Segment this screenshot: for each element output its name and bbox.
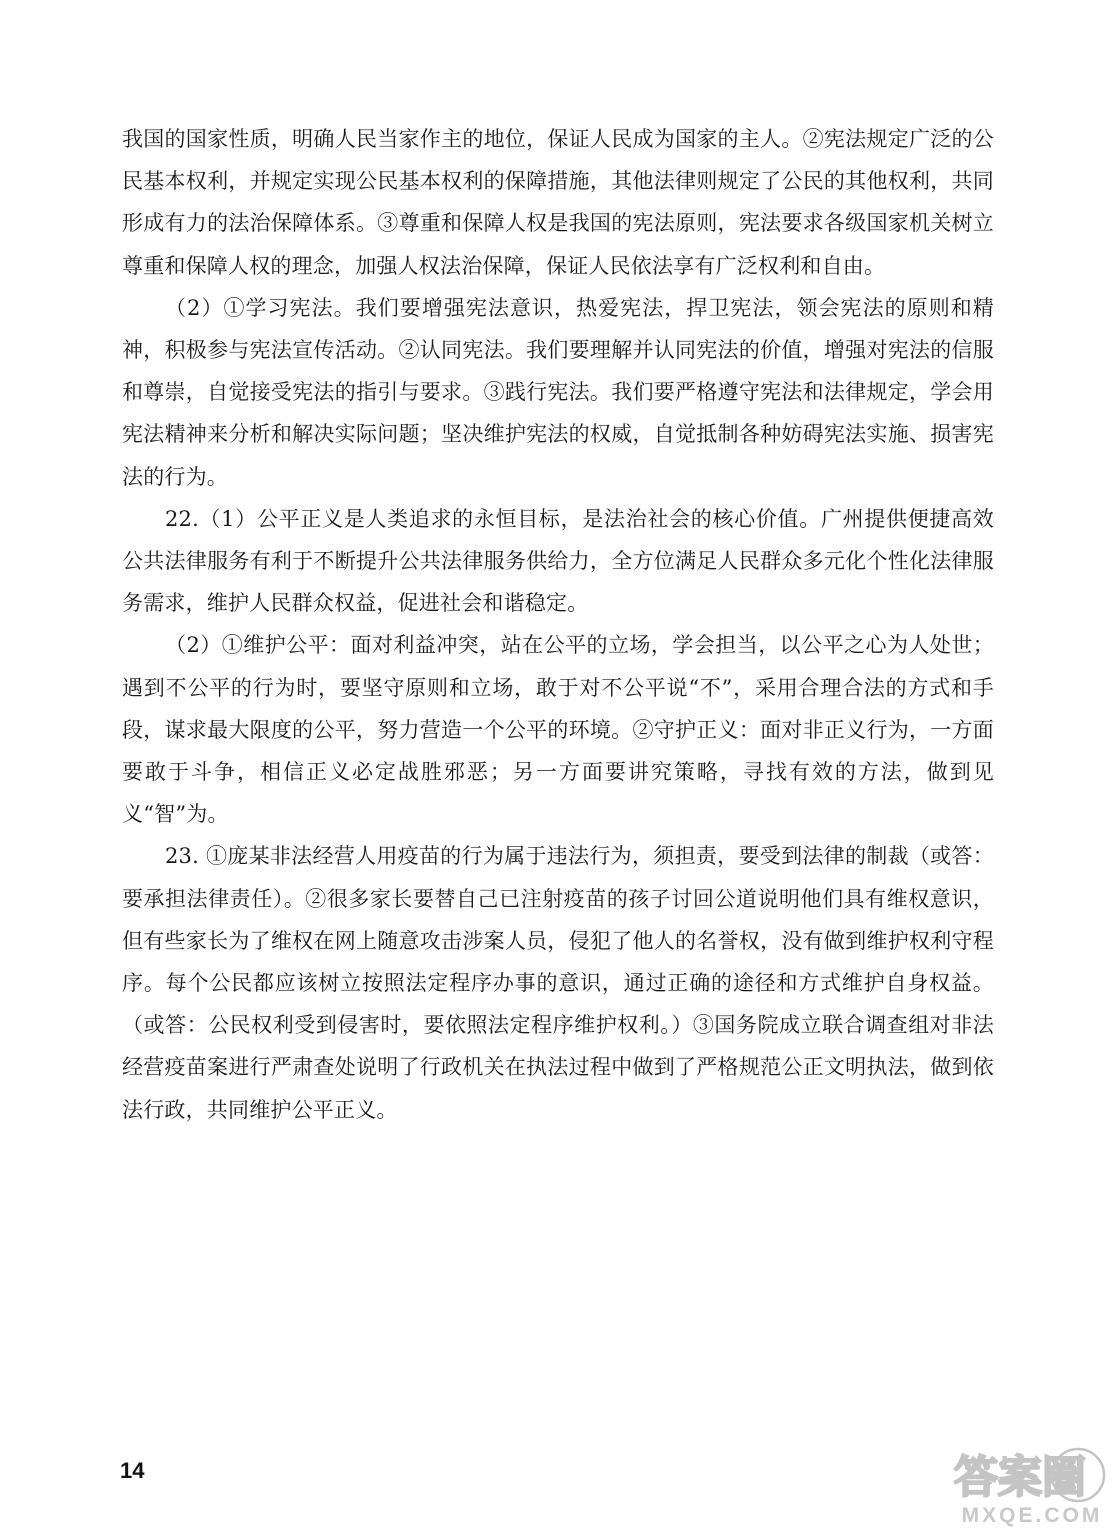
paragraph-continuation: 我国的国家性质，明确人民当家作主的地位，保证人民成为国家的主人。②宪法规定广泛的公民基本权利，并规定实现公民基本权利的保障措施，其他法律则规定了公民的其他权利，共同形成有力的法治保障体系。③尊重和保障人权是我国的宪法原则，宪法要求各级国家机关树立尊重和保障人权的理念，加强人权法治保障，保证人民依法享有广泛权利和自由。 — [122, 127, 994, 278]
paragraph-answer-22-1: 22.（1）公平正义是人类追求的永恒目标，是法治社会的核心价值。广州提供便捷高效公共法律服务有利于不断提升公共法律服务供给力，全方位满足人民群众多元化个性化法律服务需求，维护人民群众权益，促进社会和谐稳定。 — [122, 506, 994, 616]
paragraph-answer-22-2: （2）①维护公平：面对利益冲突，站在公平的立场，学会担当，以公平之心为人处世；遇到不公平的行为时，要坚守原则和立场，敢于对不公平说“不”，采用合理合法的方式和手段，谋求最大限度的公平，努力营造一个公平的环境。②守护正义：面对非正义行为，一方面要敢于斗争，相信正义必定战胜邪恶；另一方面要讲究策略，寻找有效的方法，做到见义“智”为。 — [122, 633, 994, 827]
page-number: 14 — [120, 1458, 145, 1483]
paragraph-answer-21-2: （2）①学习宪法。我们要增强宪法意识，热爱宪法，捍卫宪法，领会宪法的原则和精神，积极参与宪法宣传活动。②认同宪法。我们要理解并认同宪法的价值，增强对宪法的信服和尊崇，自觉接受宪法的指引与要求。③践行宪法。我们要严格遵守宪法和法律规定，学会用宪法精神来分析和解决实际问题；坚决维护宪法的权威，自觉抵制各种妨碍宪法实施、损害宪法的行为。 — [122, 295, 994, 489]
watermark-site: MXQE.COM — [961, 1504, 1103, 1527]
watermark-logo-text: 答案圈 — [954, 1452, 1086, 1503]
paragraph-answer-23: 23. ①庞某非法经营人用疫苗的行为属于违法行为，须担责，要受到法律的制裁（或答：要承担法律责任）。②很多家长要替自己已注射疫苗的孩子讨回公道说明他们具有维权意识，但有些家长为了维权在网上随意攻击涉案人员，侵犯了他人的名誉权，没有做到维护权利守程序。每个公民都应该树立按照法定程序办事的意识，通过正确的途径和方式维护自身权益。（或答：公民权利受到侵害时，要依照法定程序维护权利。）③国务院成立联合调查组对非法经营疫苗案进行严肃查处说明了行政机关在执法过程中做到了严格规范公正文明执法，做到依法行政，共同维护公平正义。 — [122, 844, 994, 1122]
watermark — [948, 1442, 1110, 1532]
watermark-logo-icon — [948, 1442, 1110, 1504]
document-body — [122, 118, 994, 1131]
